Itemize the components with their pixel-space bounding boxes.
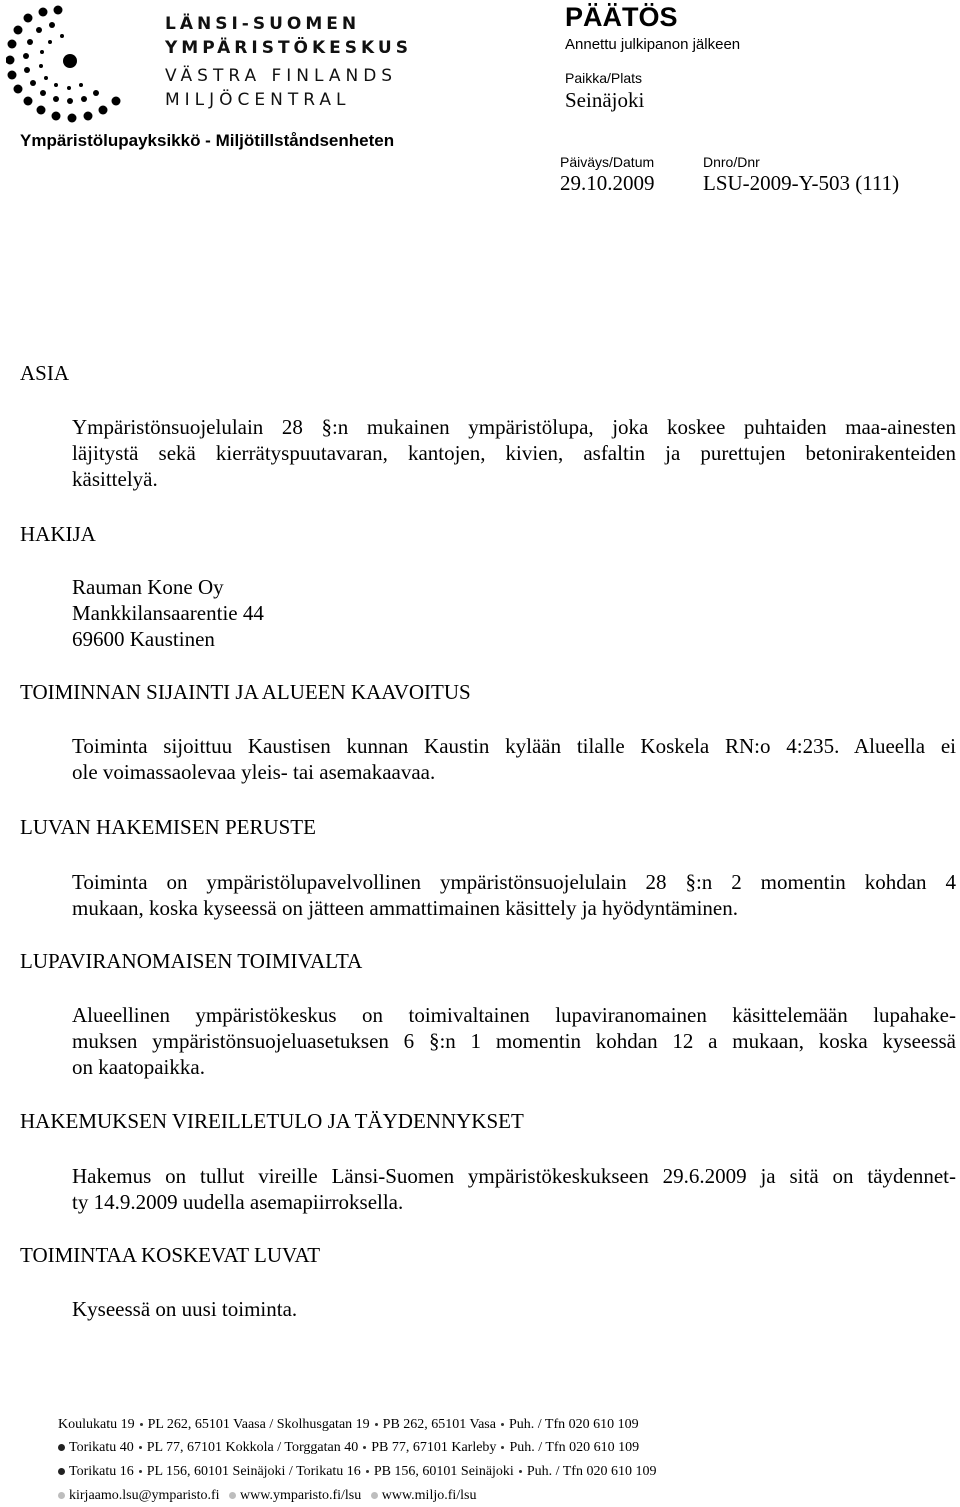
- bullet-icon: [371, 1492, 378, 1499]
- footer-text: Koulukatu 19: [58, 1417, 135, 1432]
- section-heading-hakija: HAKIJA: [20, 522, 96, 546]
- text-line: käsittelyä.: [72, 467, 158, 491]
- separator-dot-icon: [139, 1446, 142, 1449]
- footer-text: PL 156, 60101 Seinäjoki / Torikatu 16: [146, 1464, 361, 1479]
- footer-text: PL 77, 67101 Kokkola / Torggatan 40: [146, 1440, 359, 1455]
- footer-line-seinajoki: [58, 1464, 656, 1480]
- separator-dot-icon: [139, 1470, 142, 1473]
- text-line: Alueellinen ympäristökeskus on toimivaltainen lupaviranomainen käsittelemään lupahake-: [72, 1003, 956, 1027]
- dnr-label: Dnro/Dnr: [703, 154, 760, 170]
- section-heading-sijainti: TOIMINNAN SIJAINTI JA ALUEEN KAAVOITUS: [20, 680, 471, 704]
- footer-text: PB 156, 60101 Seinäjoki: [373, 1464, 514, 1479]
- section-body-hakija: [72, 574, 956, 652]
- footer-web-link[interactable]: www.miljo.fi/lsu: [381, 1488, 477, 1503]
- logo-line-2: YMPÄRISTÖKESKUS: [165, 38, 412, 58]
- footer-line-vaasa: [58, 1417, 639, 1433]
- text-line: muksen ympäristönsuojeluasetuksen 6 §:n 1 momentin kohdan 12 a mukaan, koska kyseessä: [72, 1029, 956, 1053]
- footer-text: Puh. / Tfn 020 610 109: [508, 1417, 639, 1432]
- logo-dots-icon: [6, 4, 156, 124]
- document-subtitle: Annettu julkipanon jälkeen: [565, 36, 741, 53]
- section-body-toimivalta: [72, 1002, 956, 1080]
- separator-dot-icon: [501, 1446, 504, 1449]
- text-line: ty 14.9.2009 uudella asemapiirroksella.: [72, 1190, 404, 1214]
- footer-text: PB 262, 65101 Vasa: [382, 1417, 496, 1432]
- applicant-street: Mankkilansaarentie 44: [72, 601, 264, 625]
- section-body-vireilletulo: [72, 1163, 956, 1215]
- separator-dot-icon: [140, 1423, 143, 1426]
- text-line: Kyseessä on uusi toiminta.: [72, 1297, 298, 1321]
- separator-dot-icon: [501, 1423, 504, 1426]
- separator-dot-icon: [375, 1423, 378, 1426]
- section-heading-peruste: LUVAN HAKEMISEN PERUSTE: [20, 815, 316, 839]
- section-heading-asia: ASIA: [20, 361, 70, 385]
- footer-text: PL 262, 65101 Vaasa / Skolhusgatan 19: [147, 1417, 370, 1432]
- section-heading-luvat: TOIMINTAA KOSKEVAT LUVAT: [20, 1243, 321, 1267]
- footer-text: Puh. / Tfn 020 610 109: [509, 1440, 640, 1455]
- text-line: on kaatopaikka.: [72, 1055, 205, 1079]
- separator-dot-icon: [363, 1446, 366, 1449]
- footer-text: Torikatu 40: [69, 1440, 134, 1455]
- footer-text: Puh. / Tfn 020 610 109: [526, 1464, 657, 1479]
- document-title: PÄÄTÖS: [565, 2, 678, 32]
- section-body-peruste: [72, 869, 956, 921]
- footer-text: PB 77, 67101 Karleby: [371, 1440, 497, 1455]
- date-value: 29.10.2009: [560, 171, 655, 195]
- text-line: Toiminta on ympäristölupavelvollinen ympäristönsuojelulain 28 §:n 2 momentin kohdan 4: [72, 870, 956, 894]
- text-line: Ympäristönsuojelulain 28 §:n mukainen ympäristölupa, joka koskee puhtaiden maa-ainesten: [72, 415, 956, 439]
- applicant-postal: 69600 Kaustinen: [72, 627, 215, 651]
- unit-name: Ympäristölupayksikkö - Miljötillståndsenheten: [20, 131, 395, 150]
- text-line: mukaan, koska kyseessä on jätteen ammattimainen käsittely ja hyödyntäminen.: [72, 896, 738, 920]
- text-line: Toiminta sijoittuu Kaustisen kunnan Kaustin kylään tilalle Koskela RN:o 4:235. Alueella ei: [72, 734, 956, 758]
- section-body-sijainti: [72, 733, 956, 785]
- logo-line-1: LÄNSI-SUOMEN: [165, 14, 361, 34]
- footer-text: Torikatu 16: [69, 1464, 134, 1479]
- section-heading-toimivalta: LUPAVIRANOMAISEN TOIMIVALTA: [20, 949, 363, 973]
- bullet-icon: [58, 1492, 65, 1499]
- separator-dot-icon: [519, 1470, 522, 1473]
- bullet-icon: [58, 1468, 65, 1475]
- section-body-asia: [72, 414, 956, 492]
- place-label: Paikka/Plats: [565, 70, 643, 86]
- text-line: läjitystä sekä kierrätyspuutavaran, kantojen, kivien, asfaltin ja purettujen betonirakenteiden: [72, 441, 956, 465]
- bullet-icon: [229, 1492, 236, 1499]
- dnr-value: LSU-2009-Y-503 (111): [703, 171, 900, 195]
- footer-line-kokkola: [58, 1440, 639, 1456]
- text-line: Hakemus on tullut vireille Länsi-Suomen ympäristökeskukseen 29.6.2009 ja sitä on täydennet-: [72, 1164, 956, 1188]
- date-label: Päiväys/Datum: [560, 154, 655, 170]
- separator-dot-icon: [366, 1470, 369, 1473]
- section-heading-vireilletulo: HAKEMUKSEN VIREILLETULO JA TÄYDENNYKSET: [20, 1109, 524, 1133]
- footer-web-link[interactable]: www.ymparisto.fi/lsu: [240, 1488, 362, 1503]
- footer-line-web: [58, 1488, 477, 1504]
- applicant-name: Rauman Kone Oy: [72, 575, 224, 599]
- bullet-icon: [58, 1444, 65, 1451]
- section-body-luvat: [72, 1296, 956, 1322]
- logo-line-4: MILJÖCENTRAL: [165, 90, 351, 110]
- footer-email-link[interactable]: kirjaamo.lsu@ymparisto.fi: [69, 1488, 220, 1503]
- text-line: ole voimassaolevaa yleis- tai asemakaavaa.: [72, 760, 436, 784]
- logo-line-3: VÄSTRA FINLANDS: [165, 66, 398, 86]
- place-value: Seinäjoki: [565, 88, 645, 112]
